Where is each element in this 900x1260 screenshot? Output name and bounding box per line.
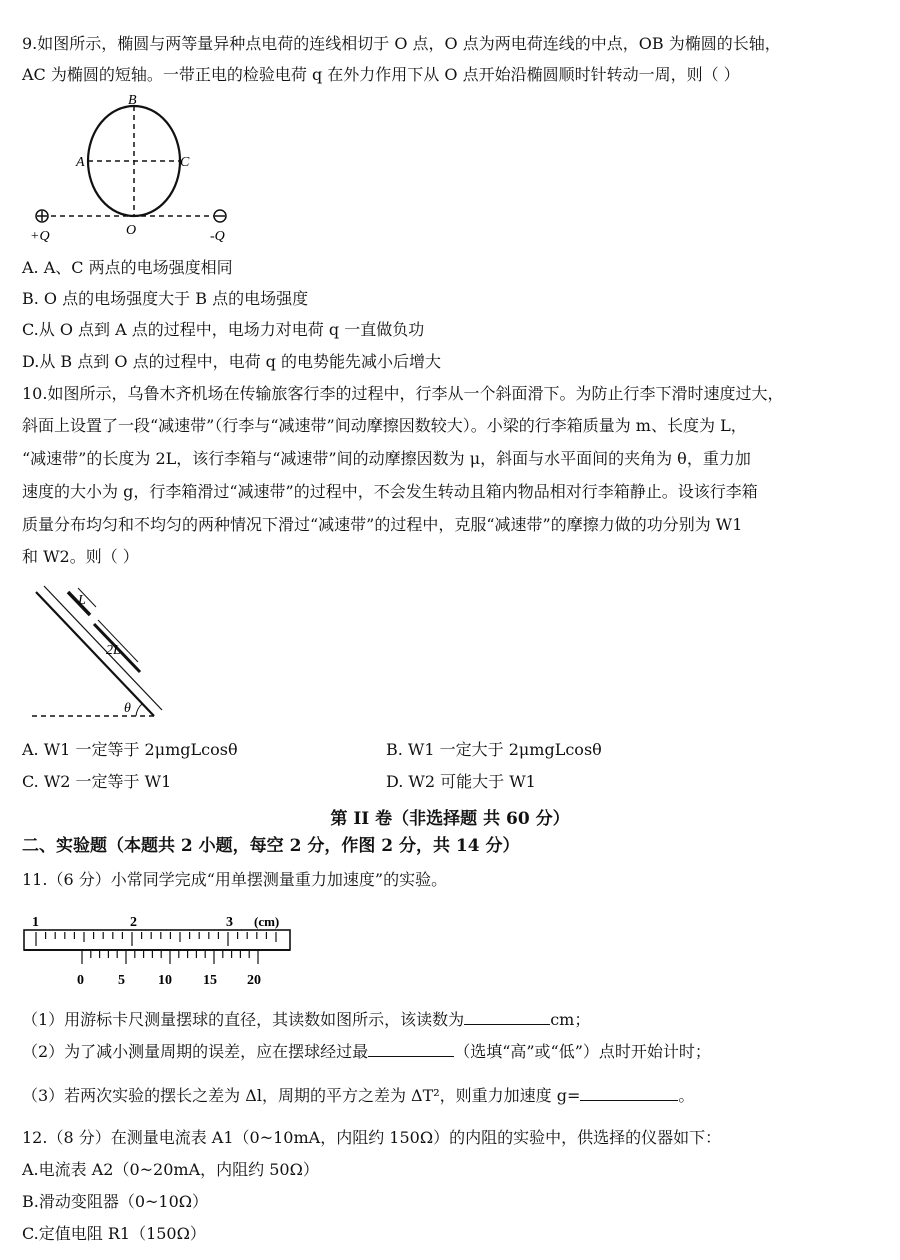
main-label-2: 2 — [130, 915, 137, 930]
section2-heading: 二、实验题（本题共 2 小题，每空 2 分，作图 2 分，共 14 分） — [22, 836, 520, 856]
q12-item-b: B.滑动变阻器（0~10Ω） — [22, 1192, 209, 1211]
vernier-label-15: 15 — [203, 973, 217, 988]
label-theta: θ — [124, 701, 131, 716]
q10-option-c: C. W2 一定等于 W1 — [22, 772, 172, 791]
label-L: L — [78, 593, 86, 608]
q10-incline-figure — [22, 580, 182, 730]
vernier-label-10: 10 — [158, 973, 172, 988]
q11-stem: 11.（6 分）小常同学完成“用单摆测量重力加速度”的实验。 — [22, 870, 448, 889]
q10-option-b: B. W1 一定大于 2μmgLcosθ — [386, 740, 602, 759]
q10-stem-line5: 质量分布均匀和不均匀的两种情况下滑过“减速带”的过程中，克服“减速带”的摩擦力做的功分别为 W1 — [22, 515, 743, 534]
q9-stem-line2: AC 为椭圆的短轴。一带正电的检验电荷 q 在外力作用下从 O 点开始沿椭圆顺时针转动一周，则（ ） — [22, 65, 740, 84]
label-minus-Q: -Q — [210, 229, 225, 244]
main-label-1: 1 — [32, 915, 39, 930]
vernier-label-5: 5 — [118, 973, 125, 988]
q9-option-c: C.从 O 点到 A 点的过程中，电场力对电荷 q 一直做负功 — [22, 320, 425, 339]
answer-blank-1[interactable] — [464, 1010, 550, 1025]
q12-item-a: A.电流表 A2（0~20mA，内阻约 50Ω） — [22, 1160, 319, 1179]
q9-option-a: A. A、C 两点的电场强度相同 — [22, 258, 233, 277]
q11-sub2-text: （2）为了减小测量周期的误差，应在摆球经过最 — [22, 1042, 369, 1061]
q11-sub2 — [22, 1042, 711, 1062]
vernier-caliper-figure — [22, 902, 302, 994]
section2-title: 第 II 卷（非选择题 共 60 分） — [330, 809, 570, 829]
q10-stem-line6: 和 W2。则（ ） — [22, 547, 139, 566]
q10-stem-line4: 速度的大小为 g，行李箱滑过“减速带”的过程中，不会发生转动且箱内物品相对行李箱静止。设该行李箱 — [22, 482, 758, 501]
main-scale-ticks — [36, 932, 276, 946]
q9-option-d: D.从 B 点到 O 点的过程中，电荷 q 的电势能先减小后增大 — [22, 352, 441, 371]
q11-sub3 — [22, 1086, 694, 1106]
vernier-scale-ticks — [82, 950, 258, 964]
label-O: O — [126, 223, 137, 238]
label-plus-Q: +Q — [30, 229, 50, 244]
caliper-main-scale — [24, 930, 290, 950]
q9-ellipse-figure — [22, 92, 242, 252]
q9-stem-line1: 9.如图所示，椭圆与两等量异种点电荷的连线相切于 O 点，O 点为两电荷连线的中点，OB 为椭圆的长轴， — [22, 34, 781, 53]
label-A: A — [76, 155, 85, 170]
incline-surface — [36, 592, 154, 716]
q12-item-c: C.定值电阻 R1（150Ω） — [22, 1224, 206, 1243]
label-C: C — [180, 155, 190, 170]
vernier-label-0: 0 — [77, 973, 84, 988]
answer-blank-3[interactable] — [580, 1086, 678, 1101]
q10-stem-line3: “减速带”的长度为 2L，该行李箱与“减速带”间的动摩擦因数为 μ，斜面与水平面间的夹角为 θ，重力加 — [22, 449, 751, 468]
q10-stem-line1: 10.如图所示，乌鲁木齐机场在传输旅客行李的过程中，行李从一个斜面滑下。为防止行李下滑时速度过大， — [22, 384, 784, 403]
q12-stem: 12.（8 分）在测量电流表 A1（0~10mA，内阻约 150Ω）的内阻的实验中，供选择的仪器如下： — [22, 1128, 722, 1147]
label-B: B — [128, 93, 137, 108]
q10-option-d: D. W2 可能大于 W1 — [386, 772, 536, 791]
q11-sub3-tail: 。 — [678, 1086, 695, 1105]
main-label-3: 3 — [226, 915, 233, 930]
q11-sub3-text: （3）若两次实验的摆长之差为 Δl，周期的平方之差为 ΔT²，则重力加速度 g= — [22, 1086, 581, 1105]
q11-sub1-text: （1）用游标卡尺测量摆球的直径，其读数如图所示，该读数为 — [22, 1010, 465, 1029]
q10-option-a: A. W1 一定等于 2μmgLcosθ — [22, 740, 238, 759]
vernier-label-20: 20 — [247, 973, 261, 988]
label-2L: 2L — [106, 643, 121, 658]
answer-blank-2[interactable] — [368, 1042, 454, 1057]
q11-sub2-tail: （选填“高”或“低”）点时开始计时； — [454, 1042, 711, 1061]
q11-sub1 — [22, 1010, 590, 1030]
q9-option-b: B. O 点的电场强度大于 B 点的电场强度 — [22, 289, 309, 308]
unit-label: (cm) — [254, 914, 280, 929]
q10-stem-line2: 斜面上设置了一段“减速带”（行李与“减速带”间动摩擦因数较大）。小梁的行李箱质量为 m、长度为 L， — [22, 416, 747, 435]
q11-sub1-unit: cm； — [550, 1010, 591, 1029]
